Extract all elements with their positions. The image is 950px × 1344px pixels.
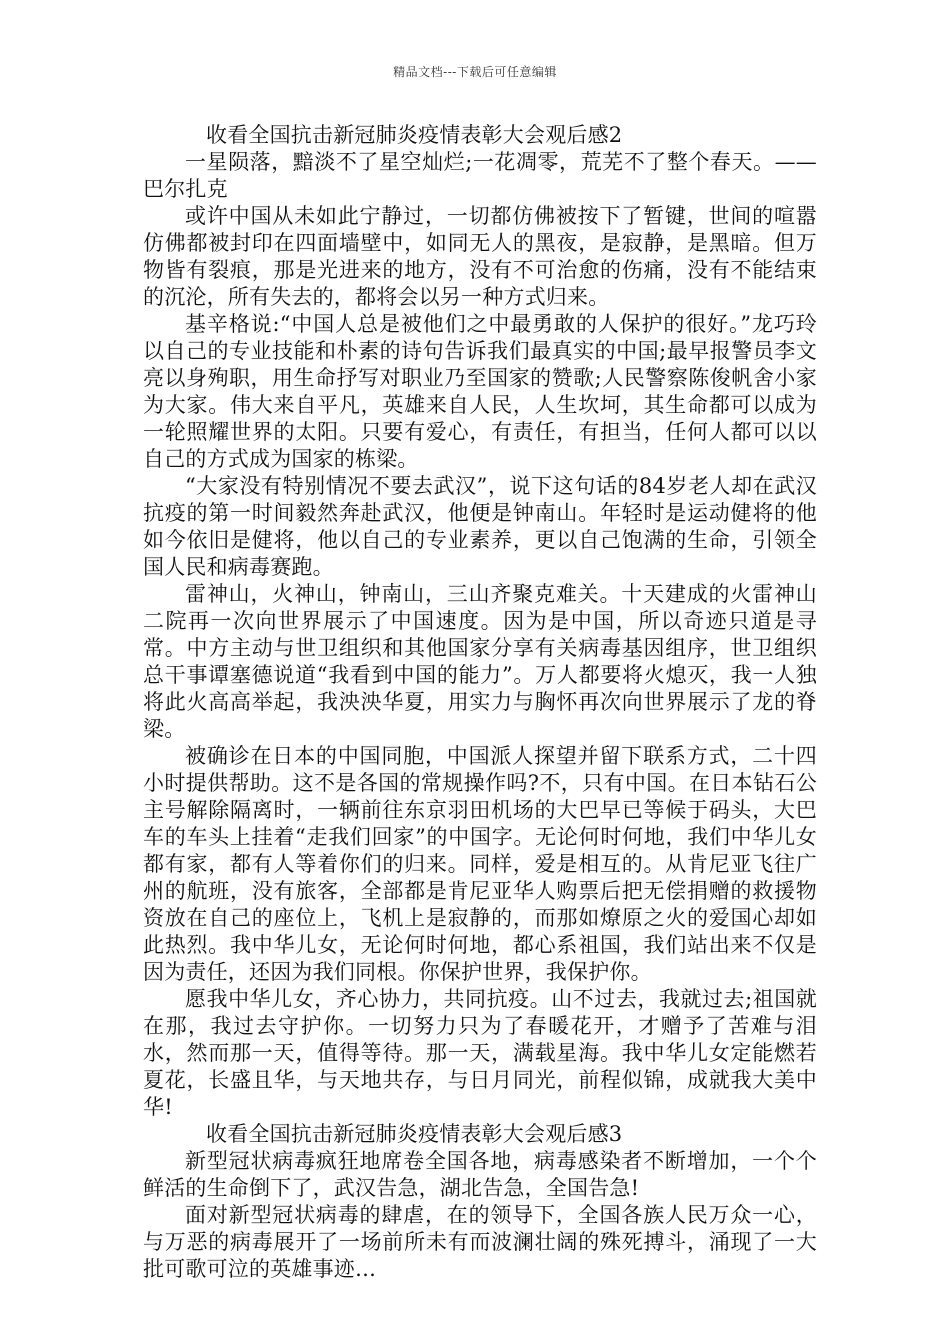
- paragraph: 基辛格说:“中国人总是被他们之中最勇敢的人保护的很好。”龙巧玲以自己的专业技能和朴素的诗句告诉我们最真实的中国;最早报警员李文亮以身殉职，用生命抒写对职业乃至国家的赞歌;人民警察陈俊帆舍小家为大家。伟大来自平凡，英雄来自人民，人生坎坷，其生命都可以成为一轮照耀世界的太阳。只要有爱心，有责任，有担当，任何人都可以以自己的方式成为国家的栋梁。: [143, 312, 817, 471]
- essay-title-3: 收看全国抗击新冠肺炎疫情表彰大会观后感3: [206, 1122, 623, 1146]
- paragraph: 新型冠状病毒疯狂地席卷全国各地，病毒感染者不断增加，一个个鲜活的生命倒下了，武汉告急，湖北告急，全国告急!: [143, 1149, 817, 1200]
- paragraph: 被确诊在日本的中国同胞，中国派人探望并留下联系方式，二十四小时提供帮助。这不是各国的常规操作吗?不，只有中国。在日本钻石公主号解除隔离时，一辆前往东京羽田机场的大巴早已等候于码头，大巴车的车头上挂着“走我们回家”的中国字。无论何时何地，我们中华儿女都有家，都有人等着你们的归来。同样，爱是相互的。从肯尼亚飞往广州的航班，没有旅客，全部都是肯尼亚华人购票后把无偿捐赠的救援物资放在自己的座位上，飞机上是寂静的，而那如燎原之火的爱国心却如此热烈。我中华儿女，无论何时何地，都心系祖国，我们站出来不仅是因为责任，还因为我们同根。你保护世界，我保护你。: [143, 744, 817, 984]
- paragraph: 面对新型冠状病毒的肆虐，在的领导下，全国各族人民万众一心，与万恶的病毒展开了一场前所未有而波澜壮阔的殊死搏斗，涌现了一大批可歌可泣的英雄事迹…: [143, 1203, 817, 1281]
- paragraph: 愿我中华儿女，齐心协力，共同抗疫。山不过去，我就过去;祖国就在那，我过去守护你。一切努力只为了春暖花开，才赠予了苦难与泪水，然而那一天，值得等待。那一天，满载星海。我中华儿女定能燃若夏花，长盛且华，与天地共存，与日月同光，前程似锦，成就我大美中华!: [143, 987, 817, 1119]
- page-header: 精品文档---下载后可任意编辑: [393, 65, 557, 79]
- document-body: [143, 122, 817, 1283]
- paragraph: 一星陨落，黯淡不了星空灿烂;一花凋零，荒芜不了整个春天。——巴尔扎克: [143, 150, 817, 201]
- essay-title-2: 收看全国抗击新冠肺炎疫情表彰大会观后感2: [206, 123, 623, 147]
- paragraph: “大家没有特别情况不要去武汉”，说下这句话的84岁老人却在武汉抗疫的第一时间毅然奔赴武汉，他便是钟南山。年轻时是运动健将的他如今依旧是健将，他以自己的专业素养，更以自己饱满的生命，引领全国人民和病毒赛跑。: [143, 474, 817, 579]
- paragraph: 或许中国从未如此宁静过，一切都仿佛被按下了暂键，世间的喧嚣仿佛都被封印在四面墙壁中，如同无人的黑夜，是寂静，是黑暗。但万物皆有裂痕，那是光进来的地方，没有不可治愈的伤痛，没有不能结束的沉沦，所有失去的，都将会以另一种方式归来。: [143, 204, 817, 309]
- paragraph: 雷神山，火神山，钟南山，三山齐聚克难关。十天建成的火雷神山二院再一次向世界展示了中国速度。因为是中国，所以奇迹只道是寻常。中方主动与世卫组织和其他国家分享有关病毒基因组序，世卫组织总干事谭塞德说道“我看到中国的能力”。万人都要将火熄灭，我一人独将此火高高举起，我泱泱华夏，用实力与胸怀再次向世界展示了龙的脊梁。: [143, 582, 817, 741]
